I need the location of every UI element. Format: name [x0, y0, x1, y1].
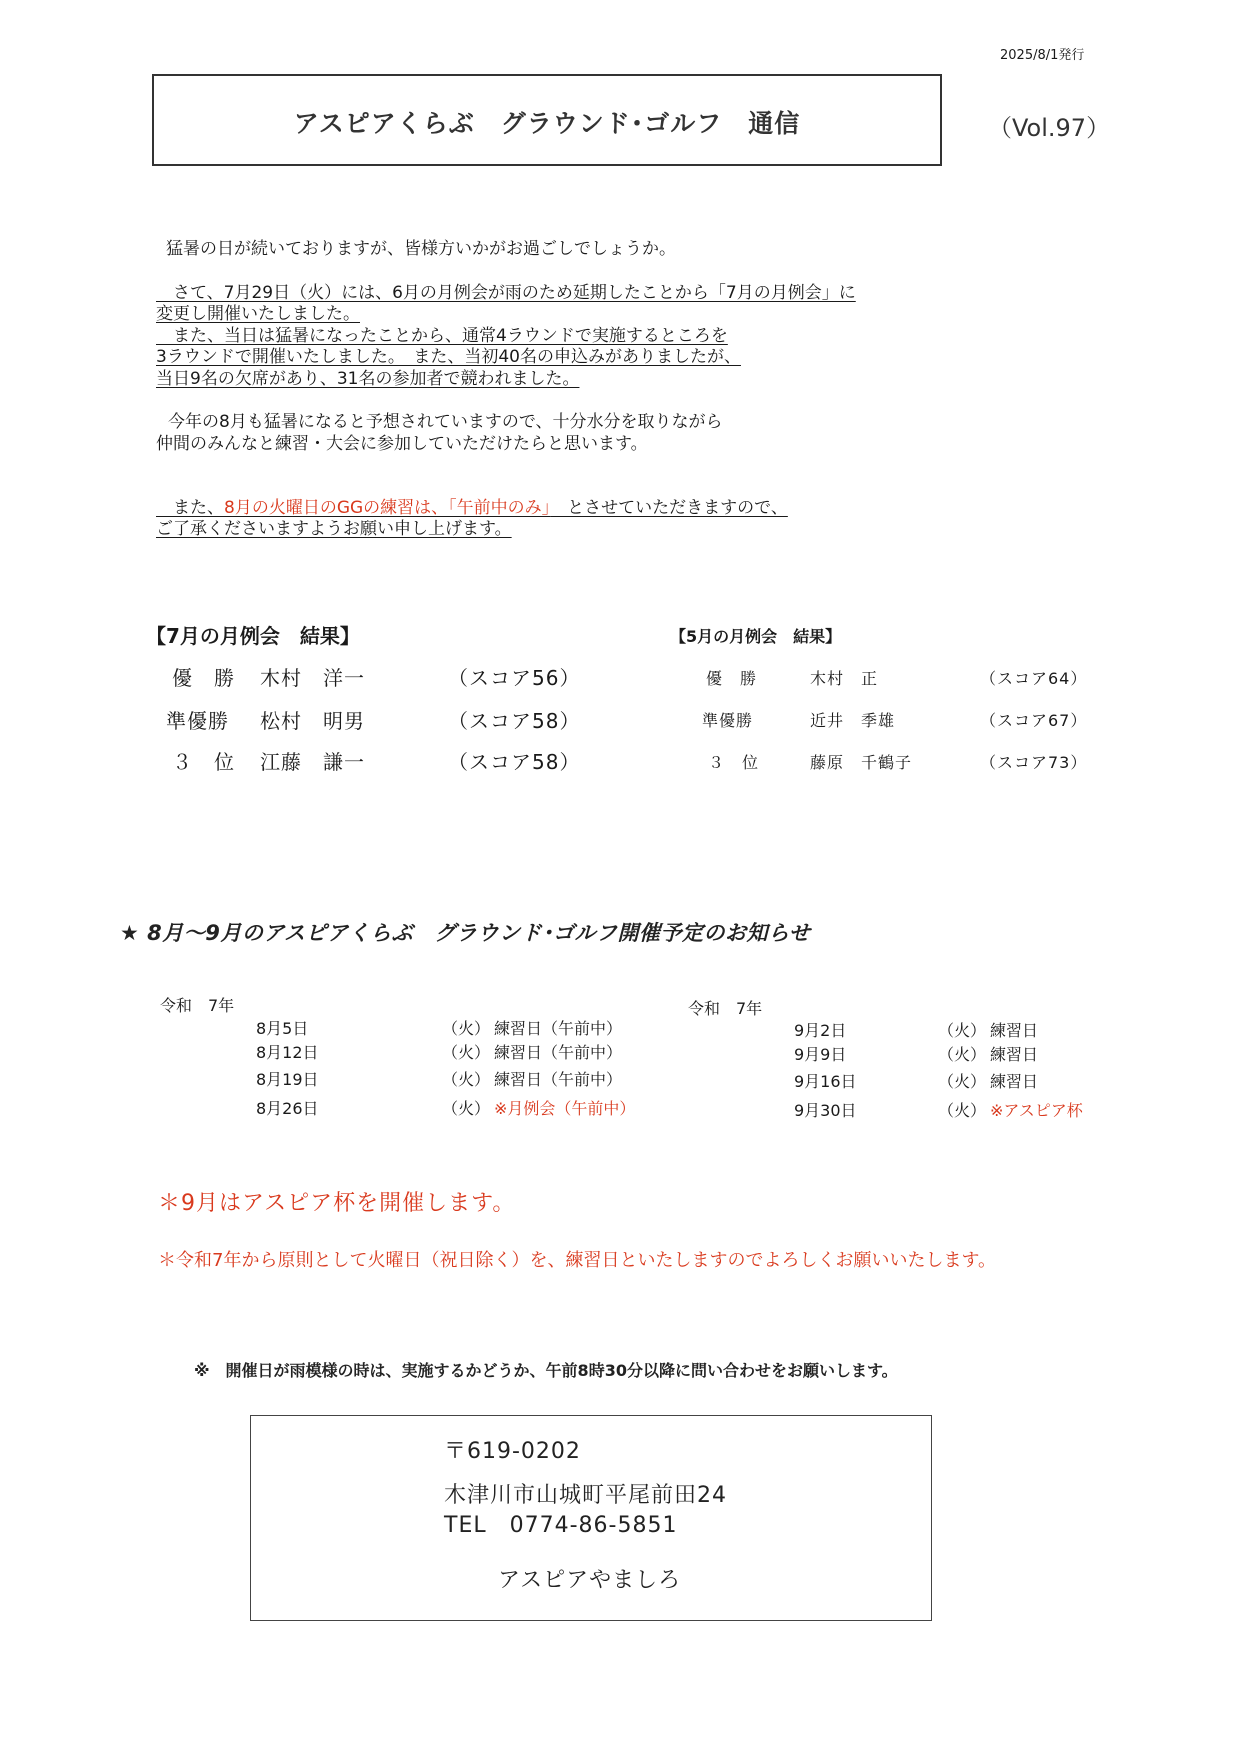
july-results-heading: 【7月の月例会 結果】 — [146, 624, 360, 648]
may-score-3: （スコア73） — [980, 753, 1088, 772]
aug-date-2: 8月12日 — [256, 1043, 319, 1062]
sep-event-2: 練習日 — [990, 1045, 1039, 1064]
july-name-2: 松村 明男 — [260, 709, 365, 733]
rain-note: ※ 開催日が雨模様の時は、実施するかどうか、午前8時30分以降に問い合わせをお願いします。 — [194, 1361, 898, 1380]
report-line: また、当日は猛暑になったことから、通常4ラウンドで実施するところを — [156, 326, 728, 346]
volume-number: （Vol.97） — [988, 114, 1111, 142]
report-line: 3ラウンドで開催いたしました。 また、当初40名の申込みがありましたが、 — [156, 347, 741, 367]
sep-date-3: 9月16日 — [794, 1072, 857, 1091]
issue-date: 2025/8/1発行 — [1000, 48, 1085, 63]
sep-dow-1: （火） — [938, 1021, 987, 1040]
july-name-1: 木村 洋一 — [260, 666, 365, 690]
may-results-heading: 【5月の月例会 結果】 — [670, 627, 842, 646]
may-score-1: （スコア64） — [980, 669, 1088, 688]
july-rank-3: ３ 位 — [172, 750, 235, 774]
report-line: 当日9名の欠席があり、31名の参加者で競われました。 — [156, 369, 580, 389]
sep-dow-3: （火） — [938, 1072, 987, 1091]
september-era: 令和 7年 — [688, 999, 763, 1018]
sep-event-3: 練習日 — [990, 1072, 1039, 1091]
may-name-2: 近井 季雄 — [810, 711, 896, 730]
july-name-3: 江藤 謙一 — [260, 750, 365, 774]
july-rank-2: 準優勝 — [166, 709, 229, 733]
practice-notice-prefix: また、 — [156, 498, 224, 518]
organization-name: アスピアやましろ — [498, 1568, 682, 1593]
greeting-text: 猛暑の日が続いておりますが、皆様方いかがお過ごしでしょうか。 — [166, 239, 676, 259]
postal-code: 〒619-0202 — [444, 1439, 581, 1464]
sep-dow-2: （火） — [938, 1045, 987, 1064]
may-score-2: （スコア67） — [980, 711, 1088, 730]
practice-notice-line2: ご了承くださいますようお願い申し上げます。 — [156, 519, 512, 539]
aug-dow-1: （火） — [442, 1019, 491, 1038]
may-rank-2: 準優勝 — [702, 711, 754, 730]
sep-date-4: 9月30日 — [794, 1101, 857, 1120]
aug-event-2: 練習日（午前中） — [494, 1043, 623, 1062]
practice-notice-highlight: 8月の火曜日のGGの練習は、「午前中のみ」 — [224, 498, 551, 518]
aug-dow-3: （火） — [442, 1070, 491, 1089]
sep-event-1: 練習日 — [990, 1021, 1039, 1040]
aspia-cup-note: ＊9月はアスピア杯を開催します。 — [158, 1191, 516, 1216]
may-rank-3: ３ 位 — [708, 753, 760, 772]
report-line: さて、7月29日（火）には、6月の月例会が雨のため延期したことから「7月の月例会」に — [156, 283, 856, 303]
practice-notice-suffix: とさせていただきますので、 — [550, 498, 788, 518]
may-name-1: 木村 正 — [810, 669, 879, 688]
summer-line: 仲間のみんなと練習・大会に参加していただけたらと思います。 — [156, 434, 648, 454]
aug-event-4: ※月例会（午前中） — [494, 1099, 636, 1118]
aug-dow-2: （火） — [442, 1043, 491, 1062]
aug-dow-4: （火） — [442, 1099, 491, 1118]
july-rank-1: 優 勝 — [172, 666, 235, 690]
july-score-1: （スコア56） — [448, 666, 581, 690]
sep-event-4: ※アスピア杯 — [990, 1101, 1083, 1120]
sep-date-2: 9月9日 — [794, 1045, 847, 1064]
may-rank-1: 優 勝 — [706, 669, 758, 688]
july-score-2: （スコア58） — [448, 709, 581, 733]
schedule-title: ★ 8月～9月のアスピアくらぶ グラウンド･ゴルフ開催予定のお知らせ — [120, 921, 811, 945]
august-era: 令和 7年 — [160, 996, 235, 1015]
aug-event-3: 練習日（午前中） — [494, 1070, 623, 1089]
practice-day-note: ＊令和7年から原則として火曜日（祝日除く）を、練習日といたしますのでよろしくお願いいたします。 — [158, 1250, 997, 1271]
sep-dow-4: （火） — [938, 1101, 987, 1120]
summer-line: 今年の8月も猛暑になると予想されていますので、十分水分を取りながら — [168, 412, 723, 432]
street-address: 木津川市山城町平尾前田24 — [444, 1483, 727, 1508]
may-name-3: 藤原 千鶴子 — [810, 753, 913, 772]
report-line: 変更し開催いたしました。 — [156, 304, 360, 324]
aug-date-1: 8月5日 — [256, 1019, 309, 1038]
aug-event-1: 練習日（午前中） — [494, 1019, 623, 1038]
july-score-3: （スコア58） — [448, 750, 581, 774]
newsletter-title: アスピアくらぶ グラウンド･ゴルフ 通信 — [293, 109, 801, 138]
aug-date-3: 8月19日 — [256, 1070, 319, 1089]
aug-date-4: 8月26日 — [256, 1099, 319, 1118]
telephone: TEL 0774-86-5851 — [444, 1513, 678, 1538]
sep-date-1: 9月2日 — [794, 1021, 847, 1040]
